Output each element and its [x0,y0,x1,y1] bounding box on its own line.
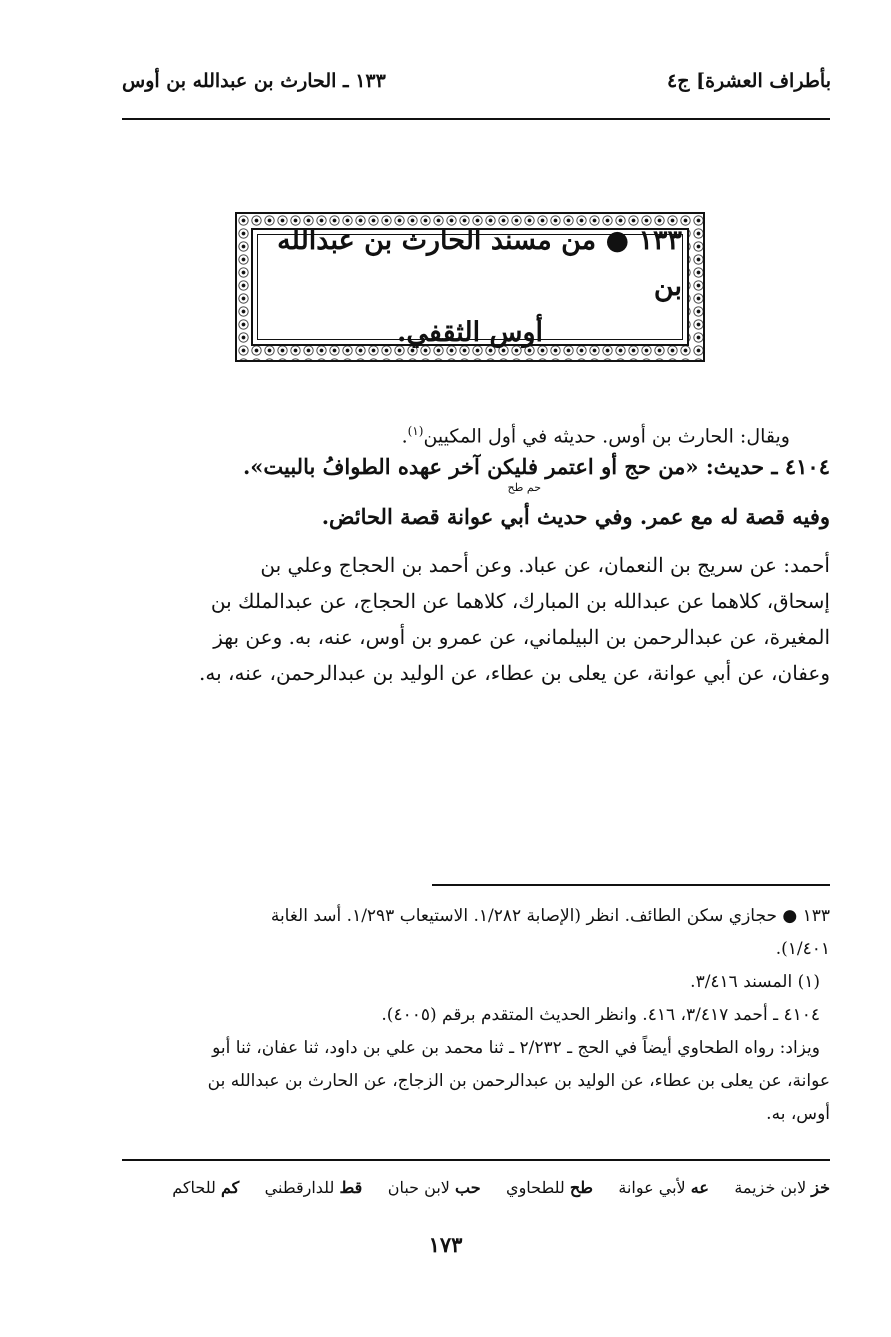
intro-line [125,413,830,449]
legend-name: للدارقطني [264,1178,335,1197]
legend-item [618,1178,709,1197]
legend-abbr: عه [690,1178,709,1197]
header-divider [122,118,830,120]
legend-item [506,1178,593,1197]
legend-item [265,1178,363,1197]
legend-abbr: كم [220,1178,240,1197]
hadith-line-2: وفيه قصة له مع عمر. وفي حديث أبي عوانة قصة الحائض. [321,504,830,529]
legend-abbr: قط [339,1178,363,1197]
footnote-line: عوانة، عن يعلى بن عطاء، عن الوليد بن عبدالرحمن بن الزجاج، عن الحارث بن عبدالله بن [207,1071,830,1091]
intro-text: ويقال: الحارث بن أوس. حديثه في أول المكيين [423,425,790,448]
isnad-line-1: أحمد: عن سريج بن النعمان، عن عباد. وعن أحمد بن الحجاج وعلي بن [260,553,830,577]
footnotes [125,900,830,1131]
footnote-ref: (١) [407,424,424,438]
footnote-line: ١٣٣ ● حجازي سكن الطائف. انظر (الإصابة ١/٢٨٢. الاستيعاب ١/٢٩٣. أسد الغابة [270,906,830,926]
legend-item [734,1178,830,1197]
legend-name: لابن خزيمة [734,1178,807,1197]
footnote-line: ويزاد: رواه الطحاوي أيضاً في الحج ـ ٢/٢٣٢ ـ ثنا محمد بن علي بن داود، ثنا عفان، ثنا أبو [212,1038,820,1058]
footnote-line: (١) المسند ٣/٤١٦. [690,972,820,992]
chapter-title-line-1: ١٣٣ ● من مسند الحارث بن عبدالله بن [277,225,682,302]
hadith-sigla: حم طح [507,481,541,494]
ornamental-title-frame [235,212,705,362]
footnote-line: أوس، به. [766,1104,830,1124]
header-book-title: بأطراف العشرة] ج٤ [667,70,831,92]
title-frame-inner [251,225,689,348]
legend-item [172,1178,239,1197]
main-text [125,413,830,691]
legend-abbr: طح [569,1178,593,1197]
chapter-title-line-2: أوس الثقفي. [397,317,543,348]
legend-abbr: حب [455,1178,481,1197]
legend-name: لأبي عوانة [618,1178,686,1197]
isnad-line-2: إسحاق، كلاهما عن عبدالله بن المبارك، كلاهما عن الحجاج، عن عبدالملك بن [210,589,830,613]
page-number: ١٧٣ [428,1232,463,1257]
isnad-line-3: المغيرة، عن عبدالرحمن بن البيلماني، عن عمرو بن أوس، عنه، به. وعن بهز [213,625,830,649]
legend-name: للطحاوي [506,1178,565,1197]
hadith-line-1: ٤١٠٤ ـ حديث: «من حج أو اعتمر فليكن آخر عهده الطوافُ بالبيت». [242,454,830,479]
footnote-line: ٤١٠٤ ـ أحمد ٣/٤١٧، ٤١٦. وانظر الحديث المتقدم برقم (٤٠٠٥). [381,1005,820,1025]
running-header [122,70,831,106]
chapter-title [257,225,683,348]
header-section-title: ١٣٣ ـ الحارث بن عبدالله بن أوس [122,70,386,92]
legend-abbr: خز [811,1178,830,1197]
isnad-line-4: وعفان، عن أبي عوانة، عن يعلى بن عطاء، عن الوليد بن عبدالرحمن، عنه، به. [199,661,830,685]
abbreviation-legend [122,1178,830,1197]
footnote-divider [432,884,830,886]
intro-end: . [401,425,408,448]
footnote-line: ١/٤٠١). [775,939,830,959]
legend-item [388,1178,481,1197]
legend-name: للحاكم [172,1178,216,1197]
legend-name: لابن حبان [387,1178,450,1197]
legend-divider [122,1159,830,1161]
